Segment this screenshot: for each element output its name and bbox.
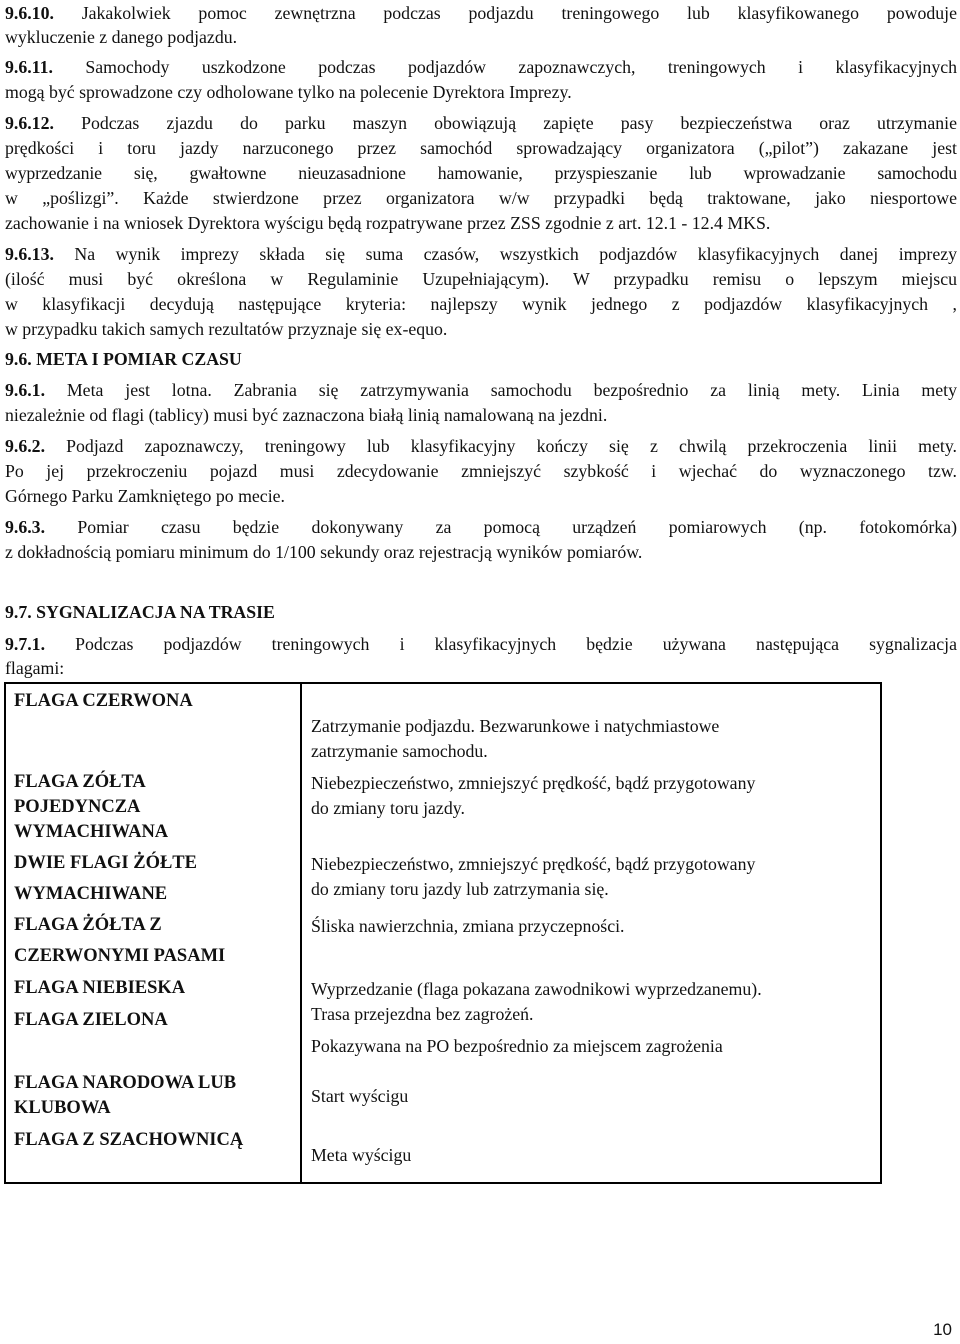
para-9-6-13-line2: (ilość musi być określona w Regulaminie Uzupełniającym). W przypadku remisu o lepszym miejscu (5, 269, 957, 289)
flag-name-red: FLAGA CZERWONA (14, 691, 193, 711)
page-number: 10 (933, 1320, 952, 1339)
para-9-6-12-line2: prędkości i toru jazdy narzuconego przez samochód sprowadzający organizatora („pilot”) zakazane jest (5, 138, 957, 158)
para-number: 9.6.10. (5, 3, 54, 23)
flag-name-double-yellow-1: DWIE FLAGI ŻÓŁTE (14, 853, 197, 873)
section-title: META I POMIAR CZASU (36, 349, 242, 369)
para-9-6-3-line1 (5, 516, 957, 538)
section-number: 9.7. (5, 602, 32, 622)
para-number: 9.6.13. (5, 244, 54, 264)
para-9-6-10-line1 (5, 2, 957, 24)
para-text: Pomiar czasu będzie dokonywany za pomocą urządzeń pomiarowych (np. fotokomórka) (77, 517, 957, 537)
para-9-6-13-line1 (5, 243, 957, 265)
para-9-6-12-line3: wyprzedzanie się, gwałtowne nieuzasadnione hamowanie, przyspieszanie lub wprowadzanie samochodu (5, 163, 957, 183)
para-9-7-1-line1 (5, 633, 957, 655)
para-number: 9.6.2. (5, 436, 46, 456)
para-text: Podjazd zapoznawczy, treningowy lub klasyfikacyjny kończy się z chwilą przekroczenia linii mety. (66, 436, 957, 456)
para-9-6-3-line2: z dokładnością pomiaru minimum do 1/100 sekundy oraz rejestracją wyników pomiarów. (5, 542, 643, 562)
para-9-6-10-line2: wykluczenie z danego podjazdu. (5, 27, 238, 47)
flag-name-green: FLAGA ZIELONA (14, 1010, 168, 1030)
para-9-6-11-line2: mogą być sprowadzone czy odholowane tylko na polecenie Dyrektora Imprezy. (5, 82, 572, 102)
flag-meaning-yellow-red-stripes: Śliska nawierzchnia, zmiana przyczepności. (311, 916, 625, 936)
flag-name-yellow-red-stripes-1: FLAGA ŻÓŁTA Z (14, 915, 162, 935)
flag-meaning-blue: Wyprzedzanie (flaga pokazana zawodnikowi wyprzedzanemu). (311, 979, 762, 999)
para-9-6-1-line1 (5, 379, 957, 401)
para-9-6-2-line3: Górnego Parku Zamkniętego po mecie. (5, 486, 285, 506)
flag-meaning-double-yellow-1: Niebezpieczeństwo, zmniejszyć prędkość, bądź przygotowany (311, 854, 756, 874)
para-9-6-12-line5: zachowanie i na wniosek Dyrektora wyścigu będą rozpatrywane przez ZSS zgodnie z art. 12.1 - 12.4 MKS. (5, 213, 771, 233)
para-9-6-13-line3: w klasyfikacji decydują następujące kryteria: najlepszy wynik jednego z podjazdów klasyfikacyjnych , (5, 294, 957, 314)
flag-meaning-national: Start wyścigu (311, 1086, 409, 1106)
para-number: 9.6.12. (5, 113, 54, 133)
flag-meaning-red-2: zatrzymanie samochodu. (311, 741, 488, 761)
para-9-7-1-line2: flagami: (5, 658, 65, 678)
para-9-6-11-line1 (5, 56, 957, 78)
para-text: Na wynik imprezy składa się suma czasów, wszystkich podjazdów klasyfikacyjnych danej imprezy (74, 244, 958, 264)
para-9-6-2-line2: Po jej przekroczeniu pojazd musi zdecydowanie zmniejszyć szybkość i wjechać do wyznaczonego tzw. (5, 461, 957, 481)
para-9-6-12-line1 (5, 112, 957, 134)
flag-name-yellow-single-3: WYMACHIWANA (14, 822, 169, 842)
flag-meaning-yellow-single-2: do zmiany toru jazdy. (311, 798, 465, 818)
flag-name-checkered: FLAGA Z SZACHOWNICĄ (14, 1130, 244, 1150)
para-9-6-12-line4 (5, 187, 957, 209)
flag-name-yellow-single-1: FLAGA ZÓŁTA (14, 772, 146, 792)
section-heading-9-7 (5, 601, 275, 623)
para-number: 9.6.11. (5, 57, 53, 77)
section-title: SYGNALIZACJA NA TRASIE (36, 602, 275, 622)
flag-name-double-yellow-2: WYMACHIWANE (14, 884, 168, 904)
para-text: Meta jest lotna. Zabrania się zatrzymywania samochodu bezpośrednio za linią mety. Linia mety (66, 380, 957, 400)
para-text: Podczas podjazdów treningowych i klasyfikacyjnych będzie używana następująca sygnalizacja (75, 634, 957, 654)
flag-meaning-red-1: Zatrzymanie podjazdu. Bezwarunkowe i natychmiastowe (311, 716, 720, 736)
para-9-6-13-line4: w przypadku takich samych rezultatów przyznaje się ex-equo. (5, 319, 448, 339)
para-text: Samochody uszkodzone podczas podjazdów zapoznawczych, treningowych i klasyfikacyjnych (85, 57, 957, 77)
flag-name-national-1: FLAGA NARODOWA LUB (14, 1073, 237, 1093)
flag-meaning-green-2: Pokazywana na PO bezpośrednio za miejscem zagrożenia (311, 1036, 723, 1056)
flag-name-yellow-single-2: POJEDYNCZA (14, 797, 141, 817)
para-9-6-2-line1 (5, 435, 957, 457)
para-text: Każde stwierdzone przez organizatora w/w przypadki będą traktowane, jako niesportowe (143, 188, 957, 208)
flag-name-yellow-red-stripes-2: CZERWONYMI PASAMI (14, 946, 226, 966)
para-text: w „poślizgi”. (5, 188, 119, 208)
section-number: 9.6. (5, 349, 32, 369)
para-text: Jakakolwiek pomoc zewnętrzna podczas podjazdu treningowego lub klasyfikowanego powoduje (81, 3, 957, 23)
para-text: Podczas zjazdu do parku maszyn obowiązują zapięte pasy bezpieczeństwa oraz utrzymanie (81, 113, 957, 133)
para-number: 9.7.1. (5, 634, 46, 654)
flag-name-national-2: KLUBOWA (14, 1098, 111, 1118)
flag-meaning-checkered: Meta wyścigu (311, 1145, 412, 1165)
section-heading-9-6 (5, 348, 242, 370)
para-9-6-1-line2: niezależnie od flagi (tablicy) musi być zaznaczona białą linią namalowaną na jezdni. (5, 405, 608, 425)
para-number: 9.6.1. (5, 380, 46, 400)
flag-meaning-yellow-single-1: Niebezpieczeństwo, zmniejszyć prędkość, bądź przygotowany (311, 773, 756, 793)
flag-name-blue: FLAGA NIEBIESKA (14, 978, 186, 998)
flag-meaning-double-yellow-2: do zmiany toru jazdy lub zatrzymania się. (311, 879, 609, 899)
para-number: 9.6.3. (5, 517, 46, 537)
flag-meaning-green-1: Trasa przejezdna bez zagrożeń. (311, 1004, 534, 1024)
